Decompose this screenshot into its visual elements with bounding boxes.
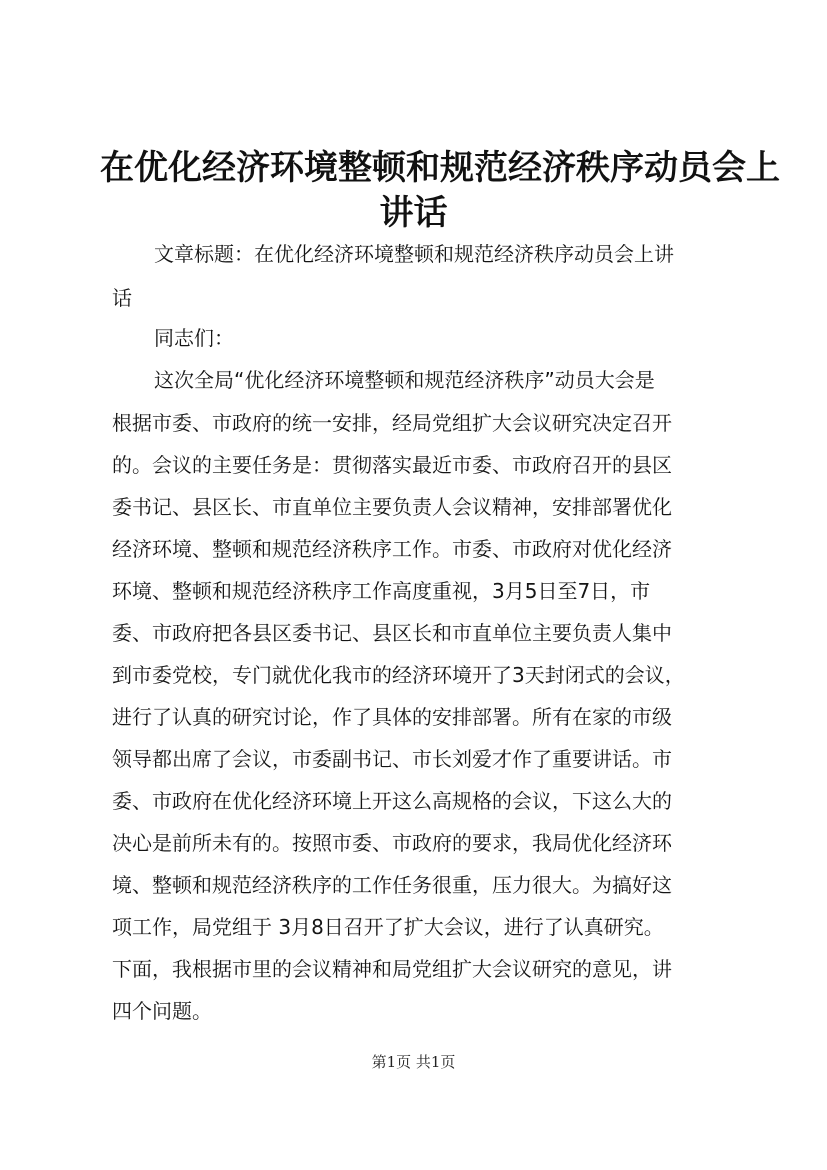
salutation: 同志们： [154, 326, 234, 350]
body-line: 领导都出席了会议，市委副书记、市长刘爱才作了重要讲话。市 [112, 747, 672, 771]
body-line: 这次全局“优化经济环境整顿和规范经济秩序”动员大会是 [154, 368, 655, 392]
body-line: 决心是前所未有的。按照市委、市政府的要求，我局优化经济环 [112, 831, 672, 855]
body-line: 到市委党校，专门就优化我市的经济环境开了3天封闭式的会议， [112, 663, 685, 687]
body-line: 的。会议的主要任务是：贯彻落实最近市委、市政府召开的县区 [112, 453, 672, 477]
document-title-line-2: 讲话 [379, 193, 448, 233]
body-line: 文章标题：在优化经济环境整顿和规范经济秩序动员会上讲 [154, 242, 674, 266]
body-line: 环境、整顿和规范经济秩序工作高度重视，3月5日至7日，市 [112, 579, 651, 603]
body-line: 委、市政府把各县区委书记、县区长和市直单位主要负责人集中 [112, 621, 672, 645]
body-line: 委、市政府在优化经济环境上开这么高规格的会议，下这么大的 [112, 789, 672, 813]
body-line: 进行了认真的研究讨论，作了具体的安排部署。所有在家的市级 [112, 705, 672, 729]
page-footer: 第1页 共1页 [371, 1053, 456, 1071]
body-line: 根据市委、市政府的统一安排，经局党组扩大会议研究决定召开 [112, 411, 672, 435]
document-title-line-1: 在优化经济环境整顿和规范经济秩序动员会上 [100, 148, 780, 188]
body-line: 话 [112, 286, 132, 310]
body-line: 境、整顿和规范经济秩序的工作任务很重，压力很大。为搞好这 [112, 873, 672, 897]
body-line: 四个问题。 [112, 999, 212, 1023]
body-line: 委书记、县区长、市直单位主要负责人会议精神，安排部署优化 [112, 495, 672, 519]
body-line: 经济环境、整顿和规范经济秩序工作。市委、市政府对优化经济 [112, 537, 672, 561]
body-line: 项工作，局党组于 3月8日召开了扩大会议，进行了认真研究。 [112, 915, 664, 939]
body-line: 下面，我根据市里的会议精神和局党组扩大会议研究的意见，讲 [112, 957, 672, 981]
